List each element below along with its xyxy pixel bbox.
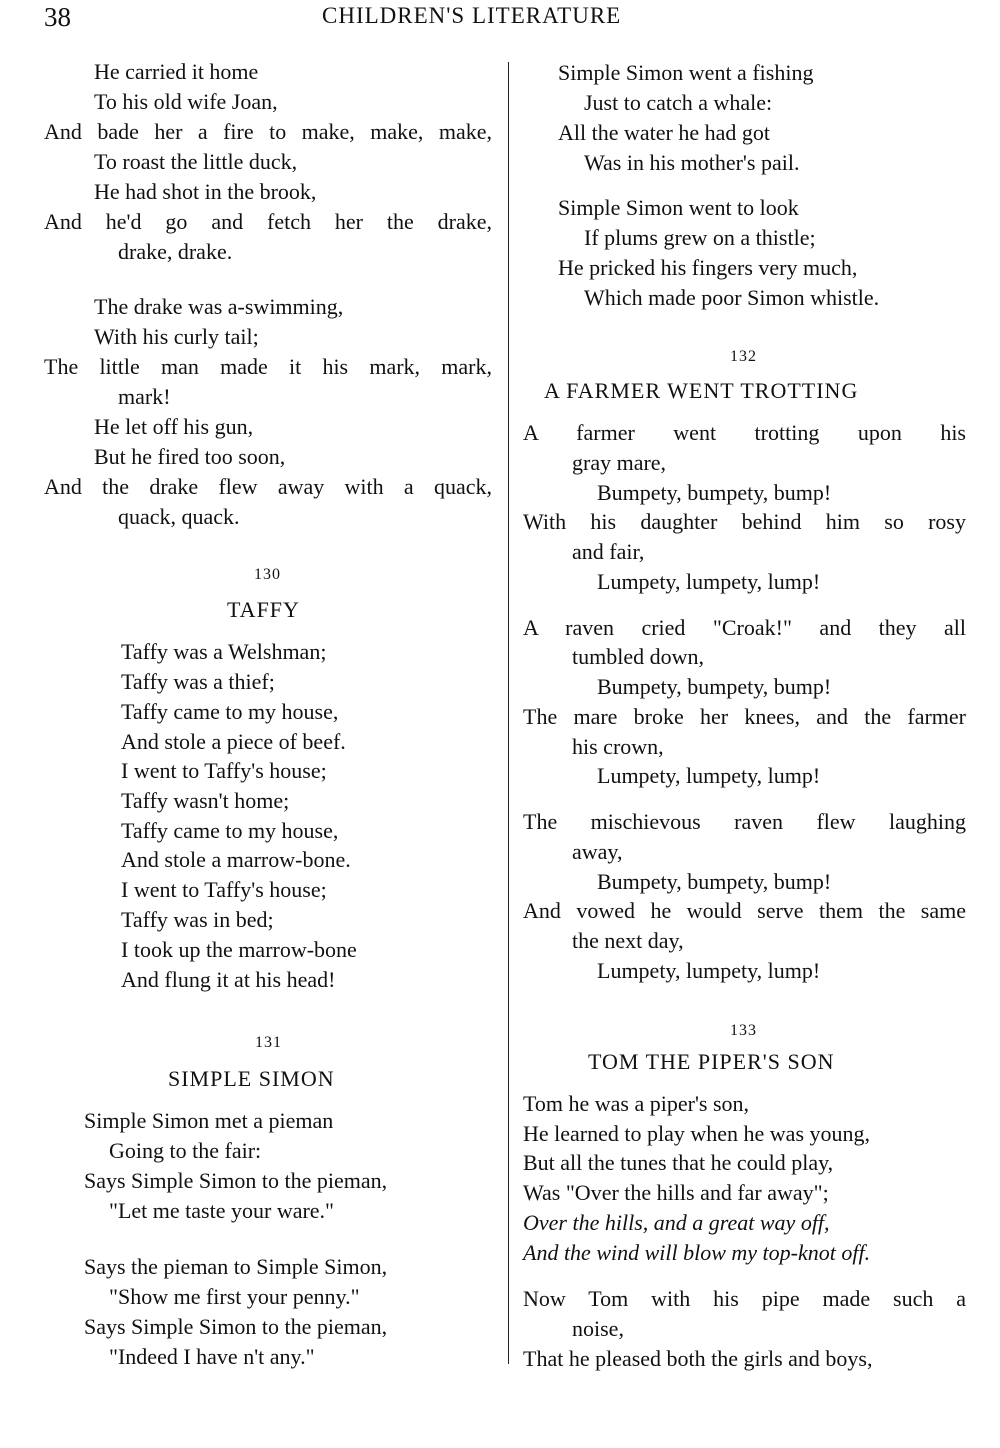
verse-line: With his daughter behind him so rosy — [523, 509, 966, 534]
verse-line: And vowed he would serve them the same — [523, 898, 966, 923]
verse-line: Taffy was in bed; — [121, 907, 274, 932]
verse-line: his crown, — [572, 734, 664, 759]
verse-line: tumbled down, — [572, 644, 704, 669]
verse-line: Was in his mother's pail. — [584, 150, 800, 175]
verse-line: Lumpety, lumpety, lump! — [597, 569, 821, 594]
verse-line: I took up the marrow-bone — [121, 937, 357, 962]
page-header — [0, 0, 1000, 40]
verse-line: Bumpety, bumpety, bump! — [597, 674, 832, 699]
verse-line: "Show me first your penny." — [109, 1284, 360, 1309]
verse-line: And stole a piece of beef. — [121, 729, 346, 754]
poem-title: SIMPLE SIMON — [168, 1066, 335, 1091]
verse-line: And stole a marrow-bone. — [121, 847, 351, 872]
verse-line: With his curly tail; — [94, 324, 259, 349]
verse-line: The drake was a-swimming, — [94, 294, 344, 319]
verse-line: Says Simple Simon to the pieman, — [84, 1314, 388, 1339]
verse-line: Tom he was a piper's son, — [523, 1091, 750, 1116]
verse-line: Bumpety, bumpety, bump! — [597, 869, 832, 894]
verse-line: If plums grew on a thistle; — [584, 225, 816, 250]
verse-line: drake, drake. — [118, 239, 233, 264]
poem-title: TOM THE PIPER'S SON — [588, 1049, 835, 1074]
verse-line: Just to catch a whale: — [584, 90, 773, 115]
verse-line: away, — [572, 839, 623, 864]
verse-line: Simple Simon met a pieman — [84, 1108, 334, 1133]
verse-line: And flung it at his head! — [121, 967, 336, 992]
page-number: 38 — [44, 2, 71, 32]
verse-line: Taffy was a Welshman; — [121, 639, 327, 664]
verse-line: He learned to play when he was young, — [523, 1121, 871, 1146]
verse-line: gray mare, — [572, 450, 667, 475]
poem-number: 130 — [254, 566, 281, 583]
verse-line: To his old wife Joan, — [94, 89, 278, 114]
verse-line: Simple Simon went to look — [558, 195, 799, 220]
verse-line: The little man made it his mark, mark, — [44, 354, 492, 379]
verse-line: To roast the little duck, — [94, 149, 298, 174]
verse-line: "Indeed I have n't any." — [109, 1344, 315, 1369]
verse-line: A raven cried "Croak!" and they all — [523, 615, 966, 640]
verse-line: And the wind will blow my top-knot off. — [523, 1240, 871, 1265]
verse-line: the next day, — [572, 928, 684, 953]
verse-line: Going to the fair: — [109, 1138, 262, 1163]
verse-line: That he pleased both the girls and boys, — [523, 1346, 873, 1371]
verse-line: He let off his gun, — [94, 414, 254, 439]
verse-line: The mare broke her knees, and the farmer — [523, 704, 966, 729]
verse-line: Bumpety, bumpety, bump! — [597, 480, 832, 505]
column-divider — [508, 62, 509, 1364]
verse-line: Says the pieman to Simple Simon, — [84, 1254, 388, 1279]
verse-line: Taffy came to my house, — [121, 818, 339, 843]
verse-line: Taffy was a thief; — [121, 669, 275, 694]
verse-line: But he fired too soon, — [94, 444, 286, 469]
verse-line: All the water he had got — [558, 120, 770, 145]
verse-line: Taffy came to my house, — [121, 699, 339, 724]
verse-line: quack, quack. — [118, 504, 240, 529]
verse-line: "Let me taste your ware." — [109, 1198, 335, 1223]
verse-line: Now Tom with his pipe made such a — [523, 1286, 966, 1311]
verse-line: Taffy wasn't home; — [121, 788, 290, 813]
verse-line: Lumpety, lumpety, lump! — [597, 763, 821, 788]
poem-number: 132 — [730, 348, 757, 365]
verse-line: I went to Taffy's house; — [121, 877, 327, 902]
verse-line: Which made poor Simon whistle. — [584, 285, 880, 310]
verse-line: He carried it home — [94, 59, 259, 84]
verse-line: And the drake flew away with a quack, — [44, 474, 492, 499]
verse-line: Over the hills, and a great way off, — [523, 1210, 830, 1235]
poem-title: A FARMER WENT TROTTING — [544, 378, 859, 403]
verse-line: And bade her a fire to make, make, make, — [44, 119, 492, 144]
verse-line: He pricked his fingers very much, — [558, 255, 858, 280]
verse-line: mark! — [118, 384, 171, 409]
verse-line: Lumpety, lumpety, lump! — [597, 958, 821, 983]
verse-line: Simple Simon went a fishing — [558, 60, 814, 85]
poem-number: 131 — [255, 1034, 282, 1051]
verse-line: But all the tunes that he could play, — [523, 1150, 834, 1175]
verse-line: noise, — [572, 1316, 624, 1341]
verse-line: And he'd go and fetch her the drake, — [44, 209, 492, 234]
verse-line: I went to Taffy's house; — [121, 758, 327, 783]
poem-number: 133 — [730, 1022, 757, 1039]
poem-title: TAFFY — [227, 597, 300, 622]
verse-line: A farmer went trotting upon his — [523, 420, 966, 445]
verse-line: and fair, — [572, 539, 645, 564]
verse-line: The mischievous raven flew laughing — [523, 809, 966, 834]
running-head: CHILDREN'S LITERATURE — [322, 3, 622, 28]
verse-line: Says Simple Simon to the pieman, — [84, 1168, 388, 1193]
verse-line: He had shot in the brook, — [94, 179, 317, 204]
verse-line: Was "Over the hills and far away"; — [523, 1180, 829, 1205]
